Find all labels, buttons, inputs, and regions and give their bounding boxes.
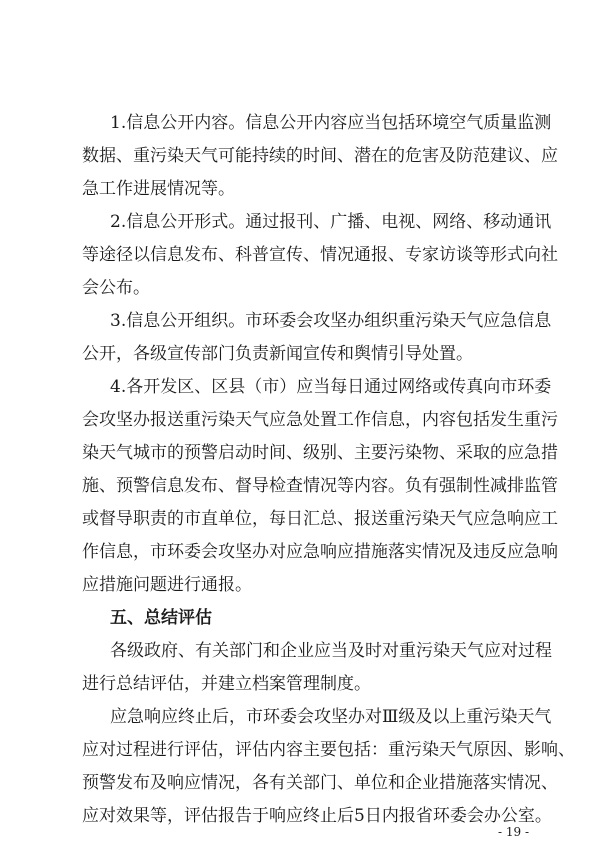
item-4-line-7: 应措施问题进行通报。	[82, 575, 252, 595]
item-4-line-4: 施、预警信息发布、督导检查情况等内容。负有强制性减排监管	[82, 476, 558, 496]
item-3-line-2: 公开，各级宣传部门负责新闻宣传和舆情引导处置。	[82, 344, 473, 364]
item-4-line-3: 染天气城市的预警启动时间、级别、主要污染物、采取的应急措	[82, 443, 558, 463]
item-2-line-3: 会公布。	[82, 278, 150, 298]
item-1-line-2: 数据、重污染天气可能持续的时间、潜在的危害及防范建议、应	[82, 146, 558, 166]
item-2-line-1: 2.信息公开形式。通过报刊、广播、电视、网络、移动通讯	[110, 212, 552, 232]
summary-2-line-4: 应对效果等，评估报告于响应终止后5日内报省环委会办公室。	[82, 806, 552, 826]
item-4-line-5: 或督导职责的市直单位，每日汇总、报送重污染天气应急响应工	[82, 509, 558, 529]
item-1-line-1: 1.信息公开内容。信息公开内容应当包括环境空气质量监测	[110, 113, 552, 133]
item-1-line-3: 急工作进展情况等。	[82, 179, 235, 199]
item-4-line-1: 4.各开发区、区县（市）应当每日通过网络或传真向市环委	[110, 377, 552, 397]
item-4-line-2: 会攻坚办报送重污染天气应急处置工作信息，内容包括发生重污	[82, 410, 558, 430]
item-2-line-2: 等途径以信息发布、科普宣传、情况通报、专家访谈等形式向社	[82, 245, 558, 265]
section-heading: 五、总结评估	[110, 608, 212, 628]
summary-2-line-1: 应急响应终止后，市环委会攻坚办对Ⅲ级及以上重污染天气	[110, 707, 552, 727]
summary-2-line-3: 预警发布及响应情况，各有关部门、单位和企业措施落实情况、	[82, 773, 558, 793]
page-number: - 19 -	[498, 825, 530, 839]
summary-2-line-2: 应对过程进行评估，评估内容主要包括：重污染天气原因、影响、	[82, 740, 575, 760]
item-3-line-1: 3.信息公开组织。市环委会攻坚办组织重污染天气应急信息	[110, 311, 552, 331]
item-4-line-6: 作信息，市环委会攻坚办对应急响应措施落实情况及违反应急响	[82, 542, 558, 562]
summary-1-line-1: 各级政府、有关部门和企业应当及时对重污染天气应对过程	[110, 641, 552, 661]
summary-1-line-2: 进行总结评估，并建立档案管理制度。	[82, 674, 371, 694]
